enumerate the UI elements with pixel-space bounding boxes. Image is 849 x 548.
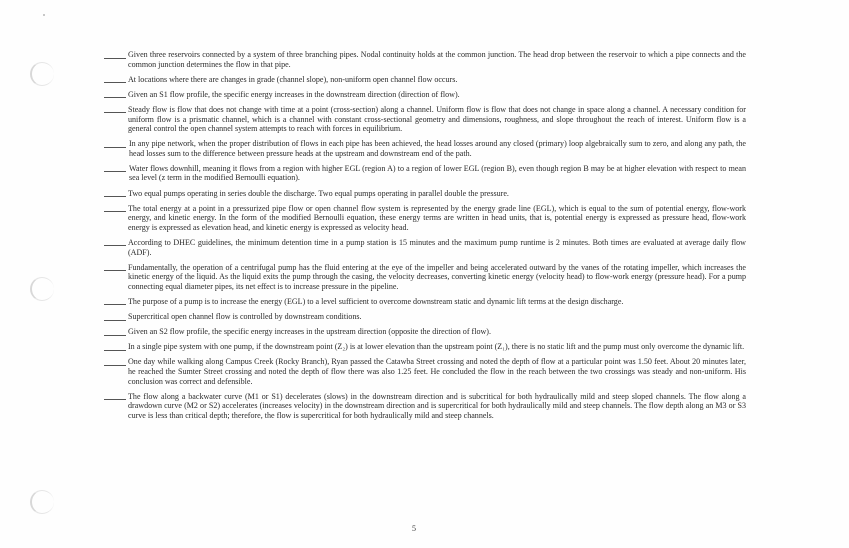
question-text: According to DHEC guidelines, the minimum detention time in a pump station is 15 minutes and the maximum pump runtime is 2 minutes. Both times are evaluated at average daily flow (ADF). <box>128 237 746 257</box>
question-text: Water flows downhill, meaning it flows from a region with higher EGL (region A) to a region of lower EGL (region B), even though region B may be at higher elevation with respect to mean sea level (z term in the modified Bernoulli equation). <box>129 163 746 183</box>
question-item <box>104 139 746 158</box>
question-item <box>104 357 746 386</box>
question-text: The flow along a backwater curve (M1 or S1) decelerates (slows) in the downstream direction and is subcritical for both hydraulically mild and steep sloped channels. The flow along a drawdown curve (M2 or S2) accelerates (increases velocity) in the downstream direction and is supercritical for both hydraulically mild and steep channels. The flow depth along an M3 or S3 curve is less than critical depth; therefore, the flow is supercritical for both hydraulically mild and steep channels. <box>128 391 746 420</box>
page-number: 5 <box>412 524 416 533</box>
question-text: One day while walking along Campus Creek (Rocky Branch), Ryan passed the Catawba Street crossing and noted the depth of flow at a particular point was 1.50 feet. About 20 minutes later, he reached the Sumter Street crossing and noted the depth of flow there was also 1.25 feet. He concluded the flow in the reach between the two crossings was steady and non-uniform. His conclusion was correct and defensible. <box>128 357 746 386</box>
question-text: At locations where there are changes in grade (channel slope), non-uniform open channel flow occurs. <box>128 74 458 84</box>
answer-blank[interactable] <box>104 50 126 59</box>
question-text: Steady flow is flow that does not change with time at a point (cross-section) along a channel. Uniform flow is flow that does not change in space along a channel. A necessary condition for uniform flow is a prismatic channel, which is a channel with constant cross-sectional geometry and dimensions, roughness, and slope throughout the reach of interest. Uniform flow is a general control the open channel system attempts to reach with forces in equilibrium. <box>128 104 746 134</box>
question-text: The purpose of a pump is to increase the energy (EGL) to a level sufficient to overcome downstream static and dynamic lift terms at the design discharge. <box>128 296 624 306</box>
question-item <box>104 75 746 85</box>
answer-blank[interactable] <box>104 204 126 213</box>
question-item <box>104 327 746 337</box>
answer-blank[interactable] <box>104 238 126 247</box>
question-text: Two equal pumps operating in series double the discharge. Two equal pumps operating in parallel double the pressure. <box>128 188 509 198</box>
answer-blank[interactable] <box>104 297 126 306</box>
answer-blank[interactable] <box>104 342 126 351</box>
question-text: In a single pipe system with one pump, if the downstream point (Z₂) is at lower elevation than the upstream point (Z₁), there is no static lift and the pump must only overcome the dynamic lift. <box>128 342 745 352</box>
answer-blank[interactable] <box>104 327 126 336</box>
answer-blank[interactable] <box>104 90 126 99</box>
answer-blank[interactable] <box>104 139 126 148</box>
question-item <box>104 297 746 307</box>
question-item <box>104 342 746 352</box>
question-item <box>104 263 746 292</box>
question-item <box>104 312 746 322</box>
question-item <box>104 189 746 199</box>
question-text: Given three reservoirs connected by a system of three branching pipes. Nodal continuity holds at the common junction. The head drop between the reservoir to which a pipe connects and the common junction determines the flow in that pipe. <box>128 50 746 69</box>
hole-punch-mark <box>30 62 54 86</box>
question-text: Given an S1 flow profile, the specific energy increases in the downstream direction (direction of flow). <box>128 89 460 99</box>
question-text: In any pipe network, when the proper distribution of flows in each pipe has been achieved, the head losses around any closed (primary) loop algebraically sum to zero, and along any path, the head losses sum to the difference between pressure heads at the upstream and downstream end of the path. <box>129 139 746 158</box>
question-item <box>104 164 746 183</box>
answer-blank[interactable] <box>104 357 126 366</box>
question-item <box>104 105 746 134</box>
scan-speck <box>43 14 45 16</box>
hole-punch-mark <box>30 277 54 301</box>
question-text: Supercritical open channel flow is controlled by downstream conditions. <box>128 312 362 322</box>
question-text: Given an S2 flow profile, the specific energy increases in the upstream direction (opposite the direction of flow). <box>128 327 491 337</box>
question-item <box>104 50 746 69</box>
answer-blank[interactable] <box>104 164 126 173</box>
question-item <box>104 392 746 421</box>
answer-blank[interactable] <box>104 392 126 401</box>
question-text: The total energy at a point in a pressurized pipe flow or open channel flow system is represented by the energy grade line (EGL), which is equal to the sum of potential energy, flow-work energy, and kinetic energy. In the form of the modified Bernoulli equation, these energy terms are written in head units, that is, potential energy is expressed as pressure head, flow-work energy is expressed as elevation head, and kinetic energy is expressed as velocity head. <box>128 203 746 232</box>
question-item <box>104 204 746 233</box>
answer-blank[interactable] <box>104 105 126 114</box>
answer-blank[interactable] <box>104 263 126 272</box>
question-item <box>104 90 746 100</box>
question-item <box>104 238 746 257</box>
question-text: Fundamentally, the operation of a centrifugal pump has the fluid entering at the eye of the impeller and being accelerated outward by the vanes of the rotating impeller, which increases the kinetic energy of the liquid. As the liquid exits the pump through the casing, the velocity decreases, converting kinetic energy (velocity head) to flow-work energy (pressure head). For a pump connecting equal diameter pipes, its net effect is to increase pressure in the pipeline. <box>128 262 746 291</box>
true-false-question-list <box>104 50 746 426</box>
answer-blank[interactable] <box>104 75 126 84</box>
answer-blank[interactable] <box>104 312 126 321</box>
hole-punch-mark <box>30 490 54 514</box>
answer-blank[interactable] <box>104 189 126 198</box>
